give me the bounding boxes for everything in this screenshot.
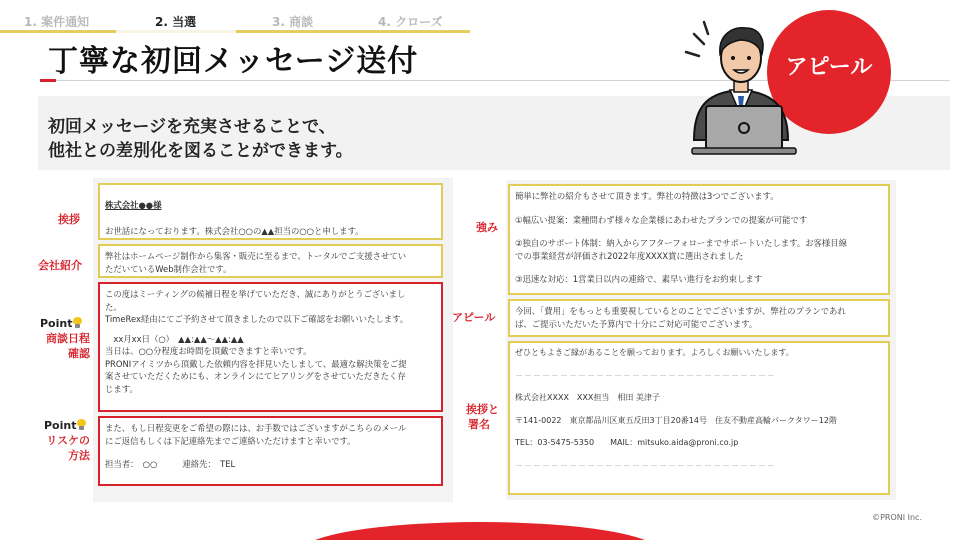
appeal-box (508, 299, 890, 337)
resched-line-1: また、もし日程変更をご希望の際には、お手数ではございますがこちらのメール (105, 423, 407, 433)
schedule-box (98, 282, 443, 412)
closing-signature-box (508, 341, 890, 495)
lightbulb-icon (77, 419, 86, 430)
appeal-badge-text: アピール (785, 55, 873, 80)
signature-contact: TEL：03-5475-5350 MAIL：mitsuko.aida@proni.co.jp (515, 438, 739, 447)
schedule-line-5: 当日は、○○分程度お時間を頂戴できますと幸いです。 (105, 346, 312, 356)
step-won: 2. 当選 (155, 15, 197, 29)
label-strength-text: 強み (476, 221, 498, 234)
company-line-1: 弊社はホームページ制作から集客・販売に至るまで、トータルでご支援させてい (105, 251, 407, 261)
label-company-intro-text: 会社紹介 (38, 259, 82, 272)
resched-line-2: にご返信もしくは下記連絡先までご連絡いただけますと幸いです。 (105, 435, 356, 446)
label-point-reschedule (38, 418, 90, 463)
reschedule-box (98, 416, 443, 486)
signature-company: 株式会社XXXX XXX担当 相田 美津子 (515, 393, 660, 402)
label-point-reschedule-line1: リスケの (46, 434, 90, 447)
label-point-schedule-line1: 商談日程 (46, 332, 90, 345)
greeting-text: お世話になっております。株式会社○○の▲▲担当の○○と申します。 (105, 225, 364, 236)
label-appeal-text: アピール (452, 311, 496, 324)
point-word-1: Point (40, 317, 73, 330)
label-point-schedule-line2: 確認 (68, 347, 90, 360)
lightbulb-icon (73, 317, 82, 328)
step-negotiation: 3. 商談 (272, 15, 314, 29)
label-greeting-text: 挨拶 (58, 213, 80, 226)
appeal-line-1: 今回、「費用」をもっとも重要視しているとのことでございますが、弊社のプランであれ (515, 306, 846, 316)
appeal-line-2: ば、ご提示いただいた予算内で十分にご対応可能でございます。 (515, 318, 758, 329)
schedule-line-4: xx月xx日（○） ▲▲:▲▲〜▲▲:▲▲ (105, 333, 244, 344)
strength-point-2b: での事業経営が評価され2022年度XXXX賞に選出されました (515, 250, 744, 261)
label-point-schedule (38, 316, 90, 361)
greeting-company: 株式会社●●様 (105, 200, 162, 210)
intro-line-1: 初回メッセージを充実させることで、 (48, 117, 336, 137)
step-close: 4. クローズ (378, 15, 443, 29)
step-bar-3 (236, 30, 470, 33)
schedule-line-3: TimeRex経由にてご予約させて頂きましたので以下ご確認をお願いいたします。 (105, 314, 409, 324)
label-company-intro (38, 258, 82, 273)
footer-red-arc (300, 522, 660, 540)
copyright: ©PRONI Inc. (872, 513, 922, 522)
intro-line-2: 他社との差別化を図ることができます。 (48, 141, 353, 161)
schedule-line-7: 案させていただくためにも、オンラインにてヒアリングをさせていただきたく存 (105, 371, 406, 381)
schedule-line-2: た。 (105, 301, 122, 312)
signature-separator-top: －－－－－－－－－－－－－－－－－－－－－－－－－－－－－ (515, 370, 776, 380)
strength-box (508, 184, 890, 295)
schedule-line-8: じます。 (105, 383, 138, 394)
label-strength (476, 220, 498, 235)
schedule-line-6: PRONIアイミツから頂戴した依頼内容を拝見いたしまして、最適な解決策をご提 (105, 358, 407, 369)
closing-text: ぜひともよきご縁があることを願っております。よろしくお願いいたします。 (515, 348, 794, 357)
strength-point-2a: ②独自のサポート体制：納入からアフターフォローまでサポートいたします。お客様目線 (515, 238, 848, 248)
label-closing-line1: 挨拶と (466, 403, 499, 416)
signature-separator-bottom: －－－－－－－－－－－－－－－－－－－－－－－－－－－－－ (515, 460, 776, 470)
company-intro-box (98, 244, 443, 278)
label-point-reschedule-line2: 方法 (68, 449, 90, 462)
step-case-notice: 1. 案件通知 (24, 15, 90, 29)
strength-intro: 簡単に弊社の紹介もさせて頂きます。弊社の特徴は3つでございます。 (515, 191, 779, 201)
businessman-laptop-illustration (684, 16, 804, 156)
label-greeting (58, 212, 80, 227)
step-bar-1 (0, 30, 116, 33)
resched-contact: 担当者： ○○ 連絡先： TEL (105, 459, 236, 469)
schedule-line-1: この度はミーティングの候補日程を挙げていただき、誠にありがとうございまし (105, 289, 406, 299)
step-bar-2 (116, 30, 236, 33)
point-word-2: Point (44, 419, 77, 432)
greeting-box (98, 183, 443, 240)
strength-point-1: ①幅広い提案：業種問わず様々な企業様にあわせたプランでの提案が可能です (515, 214, 808, 225)
page-title: 丁寧な初回メッセージ送付 (48, 44, 419, 79)
title-accent-mark (40, 79, 56, 82)
label-closing-line2: 署名 (468, 418, 490, 431)
signature-address: 〒141-0022 東京都品川区東五反田3丁目20番14号 住友不動産高輪パークタワー12階 (515, 415, 837, 425)
company-line-2: ただいているWeb制作会社です。 (105, 263, 232, 274)
label-closing (466, 402, 499, 432)
label-appeal (452, 310, 495, 325)
strength-point-3: ③迅速な対応：1営業日以内の連絡で、素早い進行をお約束します (515, 274, 763, 284)
progress-steps (0, 0, 470, 34)
